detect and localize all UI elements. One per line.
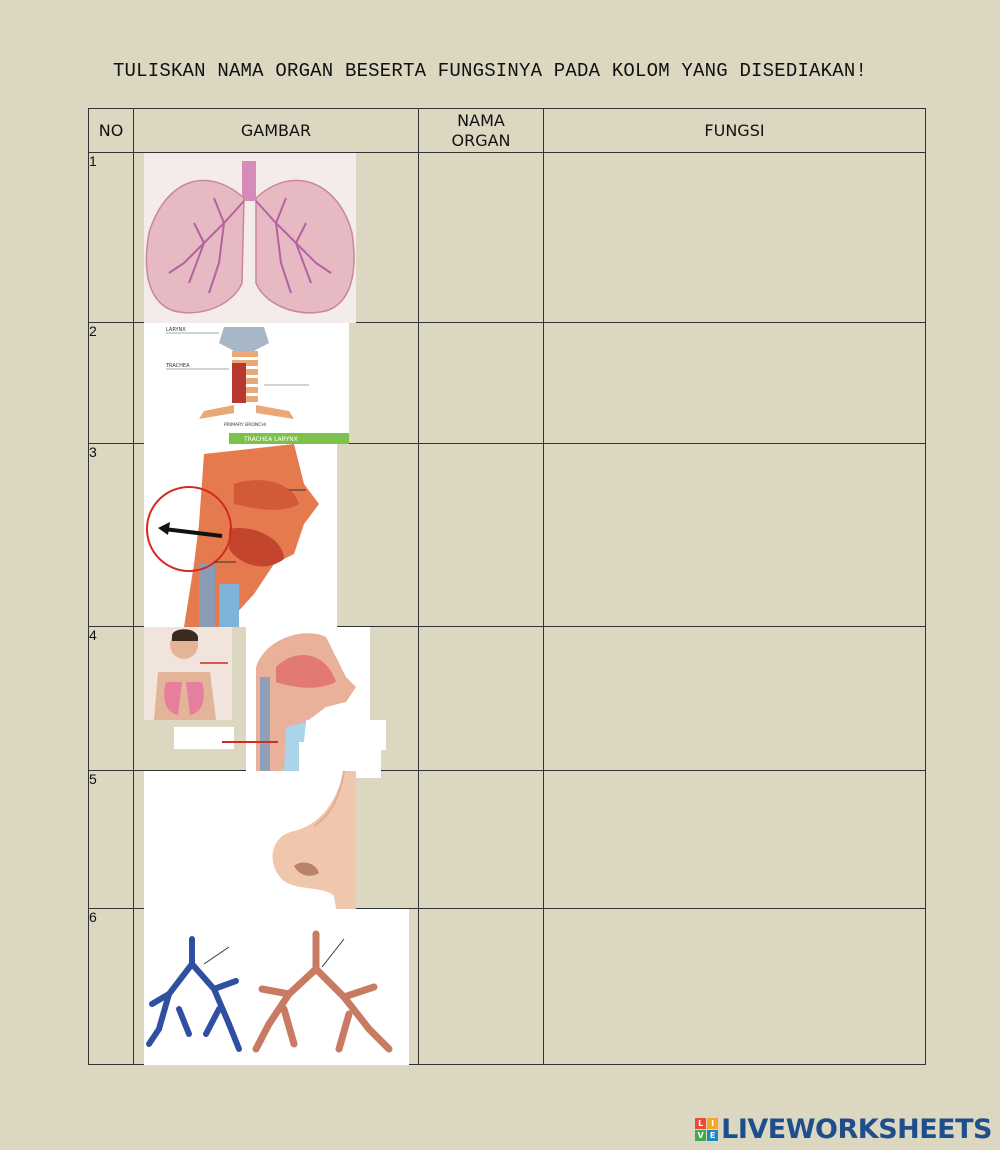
table-row: [89, 323, 926, 444]
logo-letter: V: [695, 1130, 706, 1141]
picture-cell: [134, 153, 419, 323]
header-nama-line1: NAMA: [457, 110, 505, 130]
trachea-caption: TRACHEA LARYNX: [244, 436, 298, 443]
header-nama-organ: [419, 109, 544, 153]
respiratory-figure-image: [144, 627, 232, 720]
table-header-row: [89, 109, 926, 153]
brand-logo: [695, 1112, 992, 1146]
nama-organ-cell[interactable]: [419, 153, 544, 323]
table-row: [89, 627, 926, 771]
nama-organ-cell[interactable]: [419, 444, 544, 627]
label-trachea: TRACHEA: [166, 363, 190, 369]
fungsi-cell[interactable]: [544, 909, 926, 1065]
row-number: 6: [89, 909, 134, 1065]
picture-cell: [134, 909, 419, 1065]
logo-letter: I: [707, 1118, 718, 1129]
header-fungsi: FUNGSI: [544, 109, 926, 153]
row-number: 4: [89, 627, 134, 771]
fungsi-cell[interactable]: [544, 153, 926, 323]
table-row: [89, 153, 926, 323]
label-primary-bronchi: PRIMARY BRONCHI: [224, 423, 267, 428]
page-title: TULISKAN NAMA ORGAN BESERTA FUNGSINYA PADA KOLOM YANG DISEDIAKAN!: [112, 60, 868, 82]
header-no: NO: [89, 109, 134, 153]
row-number: 5: [89, 771, 134, 909]
label-larynx: LARYNX: [166, 327, 186, 333]
nose-image: [144, 771, 356, 909]
table-row: [89, 909, 926, 1065]
fungsi-cell[interactable]: [544, 627, 926, 771]
nama-organ-cell[interactable]: [419, 771, 544, 909]
pointer-line: [222, 741, 278, 743]
picture-cell: [134, 627, 419, 771]
header-gambar: GAMBAR: [134, 109, 419, 153]
brand-name: LIVEWORKSHEETS: [721, 1113, 992, 1145]
bronchi-image: [144, 909, 409, 1065]
table-row: [89, 444, 926, 627]
picture-cell: [134, 323, 419, 444]
trachea-image: [144, 323, 349, 444]
label-overlay-box: [174, 727, 234, 749]
nama-organ-cell[interactable]: [419, 323, 544, 444]
fungsi-cell[interactable]: [544, 444, 926, 627]
fungsi-cell[interactable]: [544, 771, 926, 909]
header-nama-line2: ORGAN: [451, 130, 511, 150]
row-number: 1: [89, 153, 134, 323]
fungsi-cell[interactable]: [544, 323, 926, 444]
worksheet-table: [88, 108, 926, 1065]
lungs-image: [144, 153, 356, 323]
table-row: [89, 771, 926, 909]
row-number: 3: [89, 444, 134, 627]
throat-section-image: [144, 444, 337, 627]
row-number: 2: [89, 323, 134, 444]
nama-organ-cell[interactable]: [419, 909, 544, 1065]
liveworksheets-icon: [695, 1118, 718, 1141]
logo-letter: E: [707, 1130, 718, 1141]
logo-letter: L: [695, 1118, 706, 1129]
picture-cell: [134, 771, 419, 909]
nama-organ-cell[interactable]: [419, 627, 544, 771]
picture-cell: [134, 444, 419, 627]
